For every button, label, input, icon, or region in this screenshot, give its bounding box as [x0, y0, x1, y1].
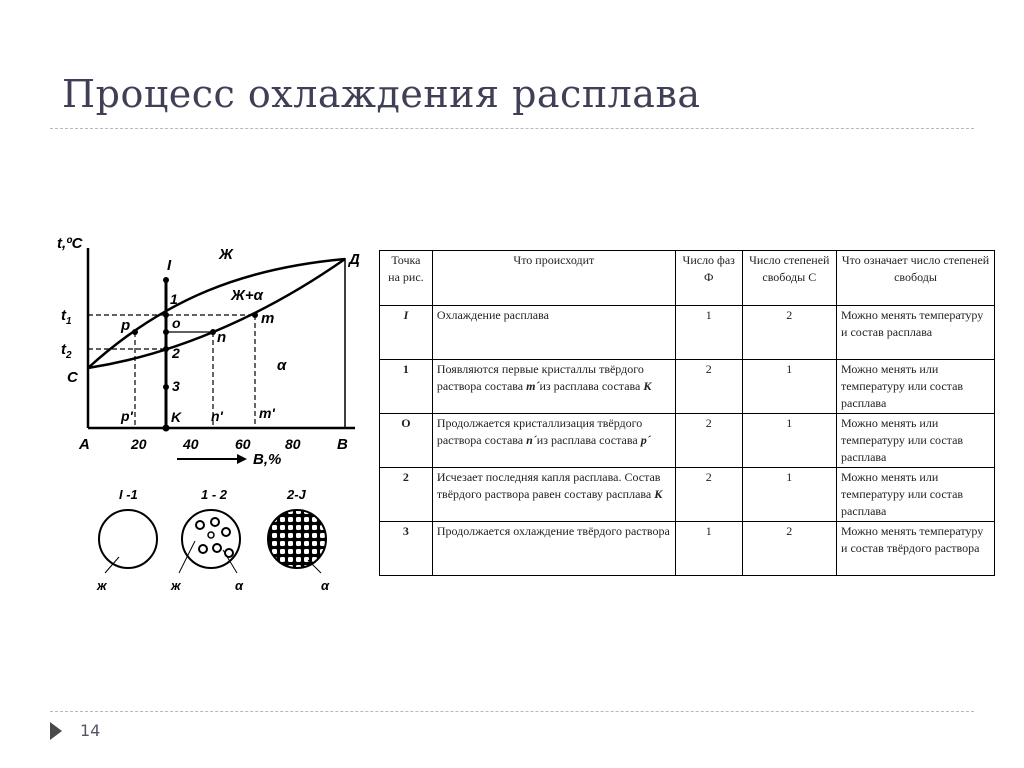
micro-liquid — [96, 487, 157, 593]
cell-meaning: Можно менять или температуру или состав расплава — [837, 360, 995, 414]
cell-point: 3 — [380, 522, 433, 576]
label-region-solid: α — [277, 357, 287, 374]
label-2: 2 — [172, 345, 180, 361]
table-row — [380, 522, 995, 576]
liquidus-curve — [88, 259, 345, 368]
table-row — [380, 468, 995, 522]
label-C: С — [67, 369, 78, 386]
table-header-row — [380, 251, 995, 306]
cell-point: О — [380, 414, 433, 468]
cell-point: I — [380, 306, 433, 360]
label-K: K — [171, 409, 182, 425]
label-region-two-phase: Ж+α — [231, 287, 263, 304]
table-row — [380, 414, 995, 468]
table-row — [380, 360, 995, 414]
cell-degrees: 2 — [742, 306, 837, 360]
label-o: o — [172, 315, 181, 331]
cell-meaning: Можно менять или температуру или состав расплава — [837, 468, 995, 522]
svg-text:ж: ж — [171, 578, 181, 593]
tick-80: 80 — [285, 436, 301, 452]
label-D: Д — [349, 251, 360, 268]
tick-40: 40 — [183, 436, 199, 452]
cell-phases: 2 — [675, 414, 742, 468]
header-degrees: Число степеней свободы С — [742, 251, 837, 306]
svg-text:α: α — [321, 578, 330, 593]
svg-text:α: α — [235, 578, 244, 593]
label-m: m — [261, 310, 275, 327]
label-t2: $t_2$ — [61, 341, 72, 361]
cell-phases: 2 — [675, 468, 742, 522]
table-row — [380, 306, 995, 360]
label-3: 3 — [172, 378, 180, 394]
cell-description: Исчезает последняя капля расплава. Состав твёрдого раствора равен составу расплава К — [432, 468, 675, 522]
cell-meaning: Можно менять температуру и состав расплава — [837, 306, 995, 360]
header-meaning: Что означает число степеней свободы — [837, 251, 995, 306]
micro-two-phase — [170, 487, 244, 593]
micro-solid — [268, 487, 330, 593]
label-m-prime: m' — [259, 405, 275, 421]
label-region-liquid: Ж — [219, 246, 233, 263]
label-n-prime: n' — [211, 408, 223, 424]
label-p-prime: p' — [121, 408, 133, 424]
page-number: 14 — [80, 721, 101, 740]
label-p: p — [121, 317, 131, 334]
cell-degrees: 1 — [742, 360, 837, 414]
tick-60: 60 — [235, 436, 251, 452]
svg-text:ж: ж — [97, 578, 107, 593]
cell-degrees: 1 — [742, 414, 837, 468]
cell-phases: 2 — [675, 360, 742, 414]
label-n: n — [217, 329, 227, 346]
cell-description: Продолжается охлаждение твёрдого раствора — [432, 522, 675, 576]
cell-point: 1 — [380, 360, 433, 414]
cell-meaning: Можно менять температуру и состав твёрдого раствора — [837, 522, 995, 576]
cell-description: Охлаждение расплава — [432, 306, 675, 360]
tick-20: 20 — [131, 436, 147, 452]
cell-phases: 1 — [675, 306, 742, 360]
svg-text:I -1: I -1 — [119, 487, 138, 502]
label-1: 1 — [170, 291, 178, 307]
svg-text:1 - 2: 1 - 2 — [201, 487, 228, 502]
header-phases: Число фаз Ф — [675, 251, 742, 306]
cell-degrees: 1 — [742, 468, 837, 522]
label-A: А — [79, 436, 90, 453]
label-t1: $t_1$ — [61, 307, 72, 327]
cell-phases: 1 — [675, 522, 742, 576]
cell-description: Продолжается кристаллизация твёрдого раствора состава n´из расплава состава p´ — [432, 414, 675, 468]
axis-x-label: В,% — [253, 451, 282, 468]
cell-meaning: Можно менять или температуру или состав расплава — [837, 414, 995, 468]
phase-diagram — [55, 228, 370, 598]
cell-degrees: 2 — [742, 522, 837, 576]
cell-description: Появляются первые кристаллы твёрдого раствора состава m´из расплава состава К — [432, 360, 675, 414]
label-I: I — [167, 257, 172, 274]
top-divider — [50, 128, 974, 129]
play-arrow-icon — [50, 722, 62, 740]
header-point: Точка на рис. — [380, 251, 433, 306]
solidus-curve — [88, 259, 345, 368]
point-I-dot — [163, 277, 169, 283]
label-B: В — [337, 436, 348, 453]
cell-point: 2 — [380, 468, 433, 522]
svg-text:2-J: 2-J — [287, 487, 306, 502]
header-what-happens: Что происходит — [432, 251, 675, 306]
axis-y-label: t,ºC — [57, 235, 83, 252]
bottom-divider — [50, 711, 974, 712]
slide-title: Процесс охлаждения расплава — [62, 72, 701, 116]
phase-rule-table — [379, 250, 995, 576]
